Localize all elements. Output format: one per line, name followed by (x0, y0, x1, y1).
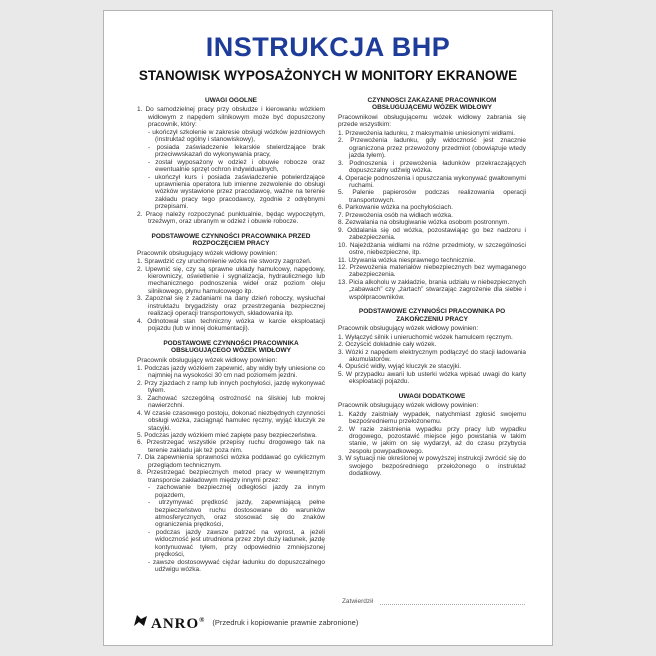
anro-logo-text: ANRO® (151, 616, 206, 632)
signature-line (380, 599, 525, 605)
section-intro: Pracownik obsługujący wózek widłowy powinien: (338, 402, 479, 410)
list-item: 5. Palenie papierosów podczas realizowania operacji transportowych. (338, 189, 526, 204)
section-heading: UWAGI DODATKOWE (398, 392, 466, 400)
section-intro: Pracownikowi obsługującemu wózek widłowy zabrania się przede wszystkim: (338, 113, 526, 129)
sub-item: - ukończył kurs i posiada zaświadczenie potwierdzające uprawnienia operatora lub imienne zezwolenie do obsługi wózków wystawione przez pracodawcę, ważne na terenie zakładu pracy tego pracodawcy, zgodnie z odrębnymi przepisami. (148, 173, 325, 211)
list-item: 1. Sprawdzić czy uruchomienie wózka nie stworzy zagrożeń. (137, 258, 312, 266)
page-subtitle: STANOWISK WYPOSAŻONYCH W MONITORY EKRANOWE (138, 68, 518, 83)
list-item: 1. Wyłączyć silnik i unieruchomić wózek hamulcem ręcznym. (338, 333, 513, 341)
list-item: 1. Każdy zaistniały wypadek, natychmiast zgłosić swojemu bezpośredniemu przełożonemu. (338, 410, 526, 426)
sub-item: - posiada zaświadczenie lekarskie stwierdzające brak przeciwwskazań do wykonywania pracy, (148, 143, 325, 159)
list-item: 4. Opuścić widły, wyjąć kluczyk ze stacyjki. (338, 363, 462, 371)
sub-item: - został wyposażony w odzież i obuwie robocze oraz ewentualnie sprzęt ochron indywidualnych, (148, 158, 325, 174)
list-item: 1. Przewożenia ładunku, z maksymalnie uniesionymi widłami. (338, 129, 516, 137)
list-item: 6. Parkowanie wózka na pochyłościach. (338, 204, 453, 212)
anro-logo (133, 613, 358, 632)
list-item: 5. Podczas jazdy wózkiem mieć zapięte pasy bezpieczeństwa. (137, 432, 317, 440)
anro-logo-icon (133, 614, 148, 632)
sub-item: - utrzymywać prędkość jazdy, zapewniającą pełne bezpieczeństwo ruchu dostosowane do warunków atmosferycznych, oraz stosować się do znaków ograniczenia prędkości, (148, 499, 325, 529)
approval-block (342, 598, 525, 605)
section-intro: Pracownik obsługujący wózek widłowy powinien: (338, 325, 479, 333)
list-item: 11. Używania wózka niesprawnego technicznie. (338, 256, 476, 264)
list-item: 3. Zapoznał się z zadaniami na dany dzień roboczy, wysłuchał instruktażu brygadzisty oraz przestrzegania bezpiecznej realizacji operacji transportowych, składowania itp. (137, 295, 325, 318)
registered-mark: ® (199, 616, 206, 624)
list-item: 1. Podczas jazdy wózkiem zapewnić, aby widły były uniesione co najmniej na wysokości 30 cm nad poziomem jezdni. (137, 364, 325, 380)
section-heading: PODSTAWOWE CZYNNOŚCI PRACOWNIKA PO ZAKOŃCZENIU PRACY (358, 308, 506, 323)
list-item: 3. Zachować szczególną ostrożność na śliskiej lub mokrej nawierzchni. (137, 394, 325, 410)
section-heading: UWAGI OGÓLNE (205, 97, 257, 104)
list-item: 3. Podnoszenia i przewożenia ładunków przekraczających dopuszczalny udźwig wózka. (338, 159, 526, 175)
list-item: 13. Picia alkoholu w zakładzie, brania udziału w niebezpiecznych „zabawach” czy „żartach” stwarzając zagrożenie dla siebie i współpracowników. (338, 278, 526, 301)
list-item: 12. Przewożenia materiałów niebezpiecznych bez wymaganego zabezpieczenia. (338, 263, 526, 279)
list-item: 4. Operacje podnoszenia i opuszczania wykonywać gwałtownymi ruchami. (338, 174, 526, 189)
list-item: 2. W razie zaistnienia wypadku przy pracy lub wypadku drogowego, pozostawić miejsce jego powstania w takim stanie, w jakim on się wydarzył, aż do czasu przybycia zespołu powypadkowego. (338, 425, 526, 455)
section-heading: PODSTAWOWE CZYNNOŚCI PRACOWNIKA OBSŁUGUJĄCEGO WÓZEK WIDŁOWY (163, 339, 299, 355)
list-item: 7. Przewożenia osób na widłach wózka. (338, 211, 453, 219)
sub-item: - podczas jazdy zawsze patrzeć na wprost, a jeżeli widoczność jest utrudniona przez zbyt duży ładunek, jazdę kontynuować tyłem, przy odpowiednio zmniejszonej prędkości, (148, 528, 325, 559)
list-item: 3. Wózki z napędem elektrycznym podłączyć do stacji ładowania akumulatorów. (338, 348, 526, 363)
list-item: 8. Przestrzegać bezpiecznych metod pracy w wewnętrznym transporcie zakładowym między innymi przez: (137, 469, 325, 484)
instruction-sheet (103, 10, 553, 646)
list-item: 2. Przy zjazdach z ramp lub innych pochyłości, jazdę wykonywać tyłem. (137, 379, 325, 395)
list-item: 5. W przypadku awarii lub usterki wózka wpisać uwagi do karty eksploatacji pojazdu. (338, 370, 526, 386)
list-item: 2. Przewożenia ładunku, gdy widoczność jest znacznie ograniczona przez przewożony przedmiot (obowiązuje wtedy jazda tyłem). (338, 137, 526, 160)
sub-item: - ukończył szkolenie w zakresie obsługi wózków jezdniowych (instruktaż ogólny i stanowiskowy), (148, 128, 325, 144)
list-item: 9. Oddalania się od wózka, pozostawiając go bez nadzoru i zabezpieczenia. (338, 226, 526, 242)
document-text (104, 97, 552, 598)
list-item: 2. Upewnić się, czy są sprawne układy hamulcowy, napędowy, kierowniczy, oświetlenie i sygnalizacja, hydraulicznego lub mechanicznego podnoszenia wideł oraz poziom oleju silnikowego, płynu hamulcowego itp. (137, 265, 325, 295)
section-intro: Pracownik obsługujący wózek widłowy powinien: (137, 356, 278, 364)
list-item: 8. Zezwalania na obsługiwanie wózka osobom postronnym. (338, 219, 510, 227)
approved-label: Zatwierdził (341, 598, 373, 605)
list-item: 4. Odnotował stan techniczny wózka w karcie eksploatacji pojazdu (lub w innej dokumentacji). (137, 317, 325, 333)
page-title: INSTRUKCJA BHP (205, 32, 451, 62)
list-item: 3. W sytuacji nie określonej w powyższej instrukcji zwrócić się do swojego bezpośredniego przełożonego o instruktaż dodatkowy. (338, 455, 526, 478)
list-item: 10. Najeżdżania widłami na różne przedmioty, w szczególności ostre, niebezpieczne, itp. (338, 241, 526, 257)
section-heading: PODSTAWOWE CZYNNOŚCI PRACOWNIKA PRZED ROZPOCZĘCIEM PRACY (151, 232, 311, 248)
sub-item: - zachowanie bezpiecznej odległości jazdy za innym pojazdem, (148, 484, 325, 499)
section-heading: CZYNNOŚCI ZAKAZANE PRACOWNIKOM OBSŁUGUJĄCEMU WÓZEK WIDŁOWY (367, 97, 497, 112)
list-item: 4. W czasie czasowego postoju, dokonać niezbędnych czynności obsługi wózka, zaciągnąć hamulec ręczny, wyjąć kluczyk ze stacyjki. (137, 409, 325, 432)
list-item: 7. Dla zapewnienia sprawności wózka poddawać go cyklicznym przeglądom technicznym. (137, 454, 325, 469)
section-intro: Pracownik obsługujący wózek widłowy powinien: (137, 249, 278, 257)
sub-item: - zawsze dostosowywać ciężar ładunku do dopuszczalnego udźwigu wózka. (148, 558, 325, 574)
list-item: 2. Oczyścić dokładnie cały wózek. (338, 341, 437, 349)
list-item: 6. Przestrzegać wszystkie przepisy ruchu drogowego tak na terenie zakładu jak też poza nim. (137, 439, 325, 454)
list-item: 2. Pracę należy rozpoczynać punktualnie, będąc wypoczętym, trzeźwym, oraz ubranym w odzież i obuwie robocze. (137, 210, 325, 226)
list-item: 1. Do samodzielnej pracy przy obsłudze i kierowaniu wózkiem widłowym z napędem silnikowym może być dopuszczony pracownik, który: (137, 106, 325, 129)
copyright-note: (Przedruk i kopiowanie prawnie zabronione) (212, 618, 359, 627)
